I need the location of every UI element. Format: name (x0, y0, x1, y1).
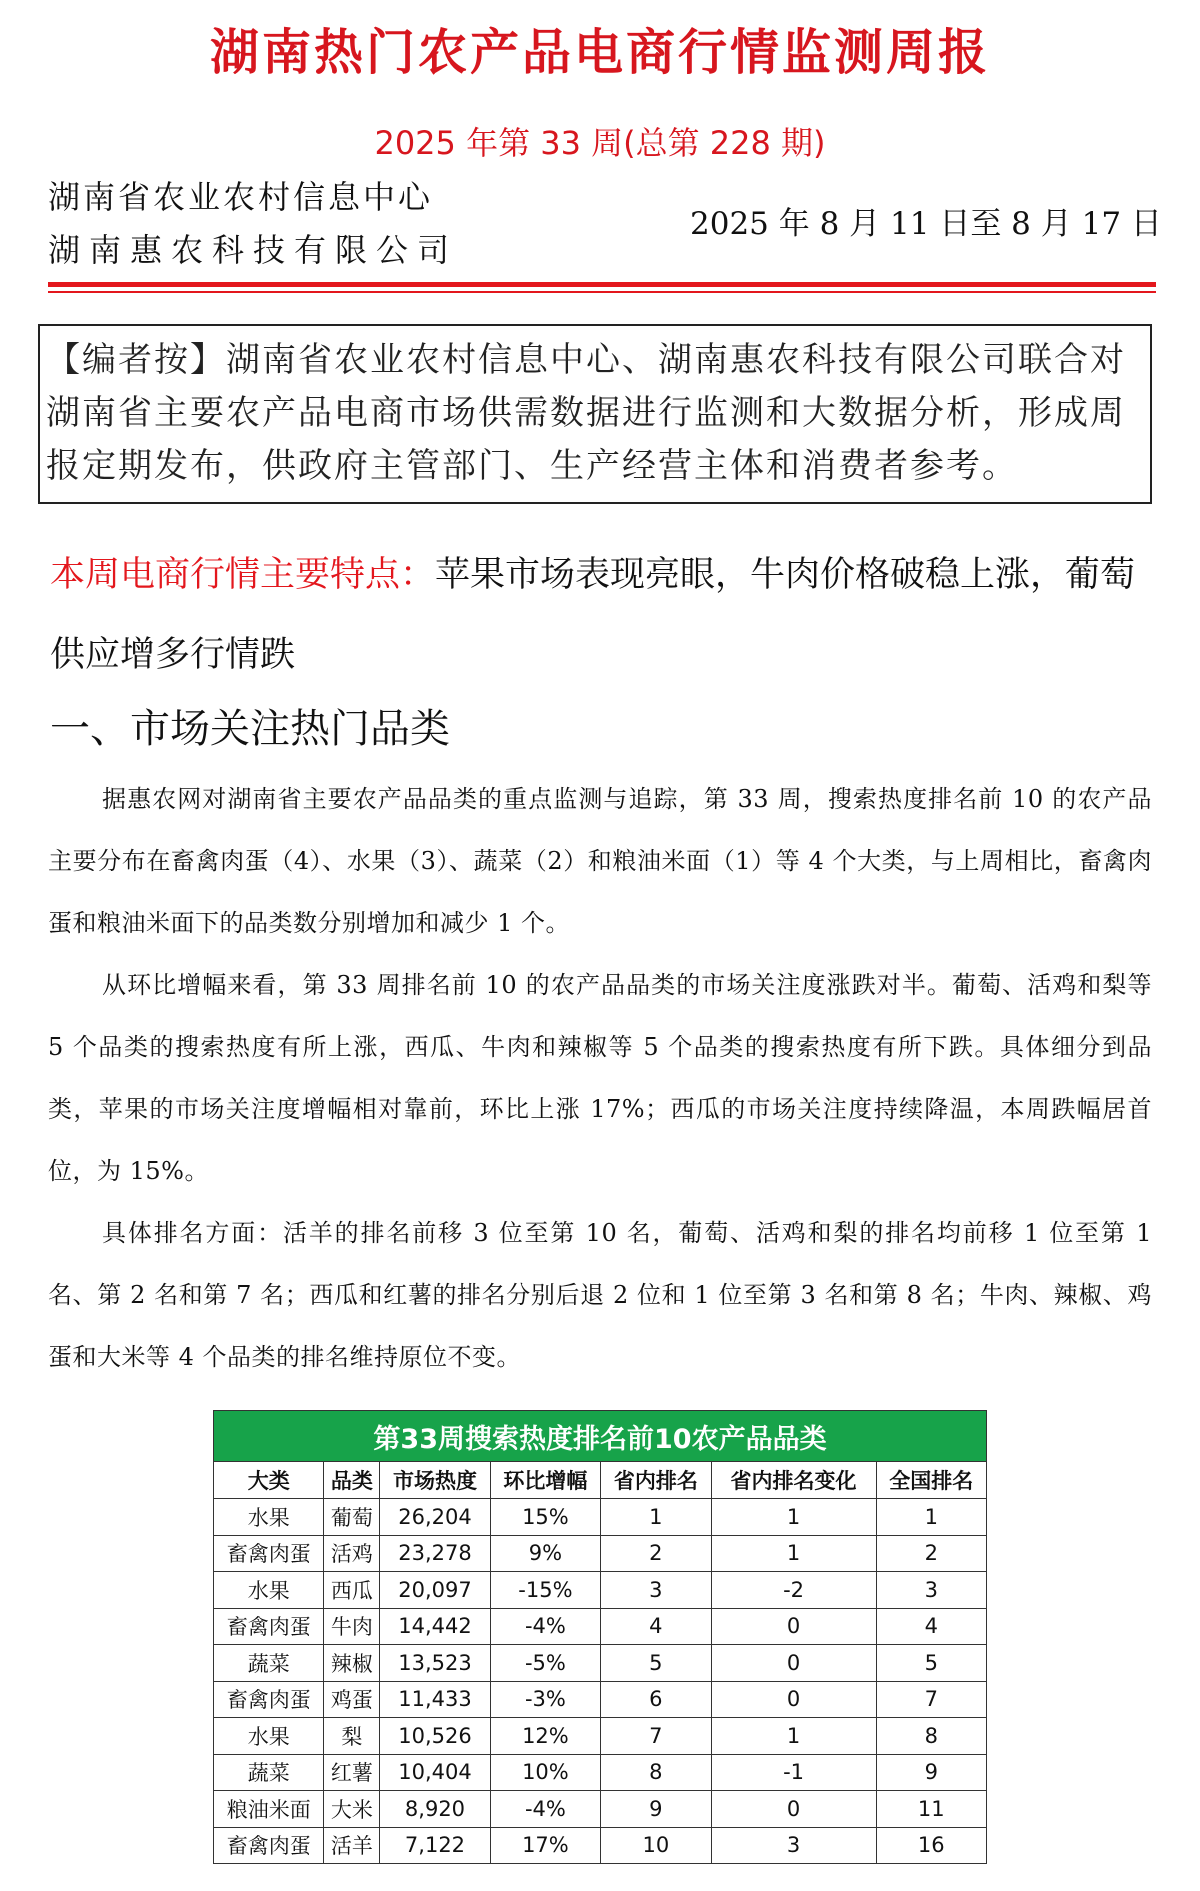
table-cell: 蔬菜 (214, 1645, 324, 1682)
table-cell: 畜禽肉蛋 (214, 1681, 324, 1718)
table-cell: 牛肉 (324, 1608, 380, 1645)
table-cell: 粮油米面 (214, 1791, 324, 1828)
table-cell: 3 (876, 1572, 986, 1609)
table-cell: 9% (490, 1535, 600, 1572)
table-cell: 16 (876, 1827, 986, 1864)
date-range: 2025 年 8 月 11 日至 8 月 17 日 (690, 206, 1162, 242)
publisher-2: 湖南惠农科技有限公司 (48, 231, 459, 269)
table-cell: 9 (601, 1791, 711, 1828)
column-header: 大类 (214, 1462, 324, 1499)
table-cell: 5 (876, 1645, 986, 1682)
table-cell: 11,433 (380, 1681, 490, 1718)
table-cell: 活羊 (324, 1827, 380, 1864)
column-header: 全国排名 (876, 1462, 986, 1499)
table-cell: 鸡蛋 (324, 1681, 380, 1718)
table-cell: 水果 (214, 1499, 324, 1536)
table-cell: 1 (711, 1499, 876, 1536)
table-cell: 梨 (324, 1718, 380, 1755)
ranking-table (213, 1410, 987, 1864)
table-cell: -1 (711, 1754, 876, 1791)
table-cell: 13,523 (380, 1645, 490, 1682)
paragraph: 从环比增幅来看，第 33 周排名前 10 的农产品品类的市场关注度涨跌对半。葡萄、活鸡和梨等 5 个品类的搜索热度有所上涨，西瓜、牛肉和辣椒等 5 个品类的搜索热度有所下跌。具体细分到品类，苹果的市场关注度增幅相对靠前，环比上涨 17%；西瓜的市场关注度持续降温，本周跌幅居首位，为 15%。 (48, 971, 1152, 1185)
table-cell: 17% (490, 1827, 600, 1864)
table-cell: -3% (490, 1681, 600, 1718)
table-row (214, 1718, 987, 1755)
table-row (214, 1827, 987, 1864)
publisher-1: 湖南省农业农村信息中心 (48, 178, 434, 216)
column-header: 品类 (324, 1462, 380, 1499)
table-row (214, 1572, 987, 1609)
table-row (214, 1645, 987, 1682)
table-row (214, 1754, 987, 1791)
table-cell: 7,122 (380, 1827, 490, 1864)
table-cell: -15% (490, 1572, 600, 1609)
column-header: 市场热度 (380, 1462, 490, 1499)
table-cell: 1 (711, 1535, 876, 1572)
table-row (214, 1681, 987, 1718)
table-cell: -2 (711, 1572, 876, 1609)
table-cell: 水果 (214, 1572, 324, 1609)
report-title: 湖南热门农产品电商行情监测周报 (209, 24, 990, 81)
table-row (214, 1499, 987, 1536)
table-cell: 9 (876, 1754, 986, 1791)
table-cell: 2 (876, 1535, 986, 1572)
header-rule-thick (48, 282, 1156, 287)
table-cell: 14,442 (380, 1608, 490, 1645)
section-heading: 一、市场关注热门品类 (50, 706, 450, 752)
table-cell: -4% (490, 1608, 600, 1645)
table-cell: 4 (601, 1608, 711, 1645)
header-rule-thin (48, 291, 1156, 293)
table-cell: 10% (490, 1754, 600, 1791)
table-cell: 1 (876, 1499, 986, 1536)
table-row (214, 1608, 987, 1645)
paragraph: 具体排名方面：活羊的排名前移 3 位至第 10 名，葡萄、活鸡和梨的排名均前移 1 位至第 1 名、第 2 名和第 7 名；西瓜和红薯的排名分别后退 2 位和 1 位至第 3 名和第 8 名；牛肉、辣椒、鸡蛋和大米等 4 个品类的排名维持原位不变。 (48, 1219, 1152, 1371)
table-cell: 0 (711, 1681, 876, 1718)
table-header-row (214, 1462, 987, 1499)
table-row (214, 1535, 987, 1572)
table-cell: 西瓜 (324, 1572, 380, 1609)
table-cell: 活鸡 (324, 1535, 380, 1572)
table-cell: 6 (601, 1681, 711, 1718)
column-header: 省内排名 (601, 1462, 711, 1499)
editor-note-text: 湖南省农业农村信息中心、湖南惠农科技有限公司联合对湖南省主要农产品电商市场供需数据进行监测和大数据分析，形成周报定期发布，供政府主管部门、生产经营主体和消费者参考。 (46, 340, 1126, 486)
table-cell: -4% (490, 1791, 600, 1828)
table-cell: 畜禽肉蛋 (214, 1608, 324, 1645)
table-cell: 26,204 (380, 1499, 490, 1536)
table-cell: 23,278 (380, 1535, 490, 1572)
table-cell: 辣椒 (324, 1645, 380, 1682)
column-header: 环比增幅 (490, 1462, 600, 1499)
table-cell: 1 (601, 1499, 711, 1536)
table-cell: 7 (601, 1718, 711, 1755)
table-cell: 水果 (214, 1718, 324, 1755)
table-cell: 畜禽肉蛋 (214, 1535, 324, 1572)
table-cell: 1 (711, 1718, 876, 1755)
table-cell: 8 (876, 1718, 986, 1755)
table-cell: 大米 (324, 1791, 380, 1828)
table-cell: 10,526 (380, 1718, 490, 1755)
table-cell: 2 (601, 1535, 711, 1572)
table-cell: -5% (490, 1645, 600, 1682)
features-text: 苹果市场表现亮眼，牛肉价格破稳上涨，葡萄供应增多行情跌 (50, 555, 1136, 675)
table-cell: 0 (711, 1645, 876, 1682)
table-body (214, 1499, 987, 1864)
table-cell: 葡萄 (324, 1499, 380, 1536)
table-cell: 5 (601, 1645, 711, 1682)
table-cell: 10 (601, 1827, 711, 1864)
table-cell: 10,404 (380, 1754, 490, 1791)
table-row (214, 1791, 987, 1828)
table-cell: 12% (490, 1718, 600, 1755)
table-cell: 0 (711, 1608, 876, 1645)
table-cell: 0 (711, 1791, 876, 1828)
editor-note-label: 【编者按】 (46, 340, 226, 380)
table-cell: 蔬菜 (214, 1754, 324, 1791)
editor-note-box (38, 324, 1152, 504)
table-cell: 7 (876, 1681, 986, 1718)
table-cell: 8,920 (380, 1791, 490, 1828)
table-cell: 畜禽肉蛋 (214, 1827, 324, 1864)
table-cell: 8 (601, 1754, 711, 1791)
features-lead: 本周电商行情主要特点： (50, 555, 436, 595)
weekly-features (50, 535, 1160, 695)
table-cell: 20,097 (380, 1572, 490, 1609)
table-cell: 15% (490, 1499, 600, 1536)
table-cell: 红薯 (324, 1754, 380, 1791)
table-cell: 3 (601, 1572, 711, 1609)
paragraph: 据惠农网对湖南省主要农产品品类的重点监测与追踪，第 33 周，搜索热度排名前 10 的农产品主要分布在畜禽肉蛋（4）、水果（3）、蔬菜（2）和粮油米面（1）等 4 个大类，与上周相比，畜禽肉蛋和粮油米面下的品类数分别增加和减少 1 个。 (48, 785, 1152, 937)
table-caption: 第33周搜索热度排名前10农产品品类 (214, 1411, 987, 1462)
table-cell: 11 (876, 1791, 986, 1828)
column-header: 省内排名变化 (711, 1462, 876, 1499)
table-cell: 4 (876, 1608, 986, 1645)
issue-number: 2025 年第 33 周(总第 228 期) (374, 124, 826, 162)
table-cell: 3 (711, 1827, 876, 1864)
